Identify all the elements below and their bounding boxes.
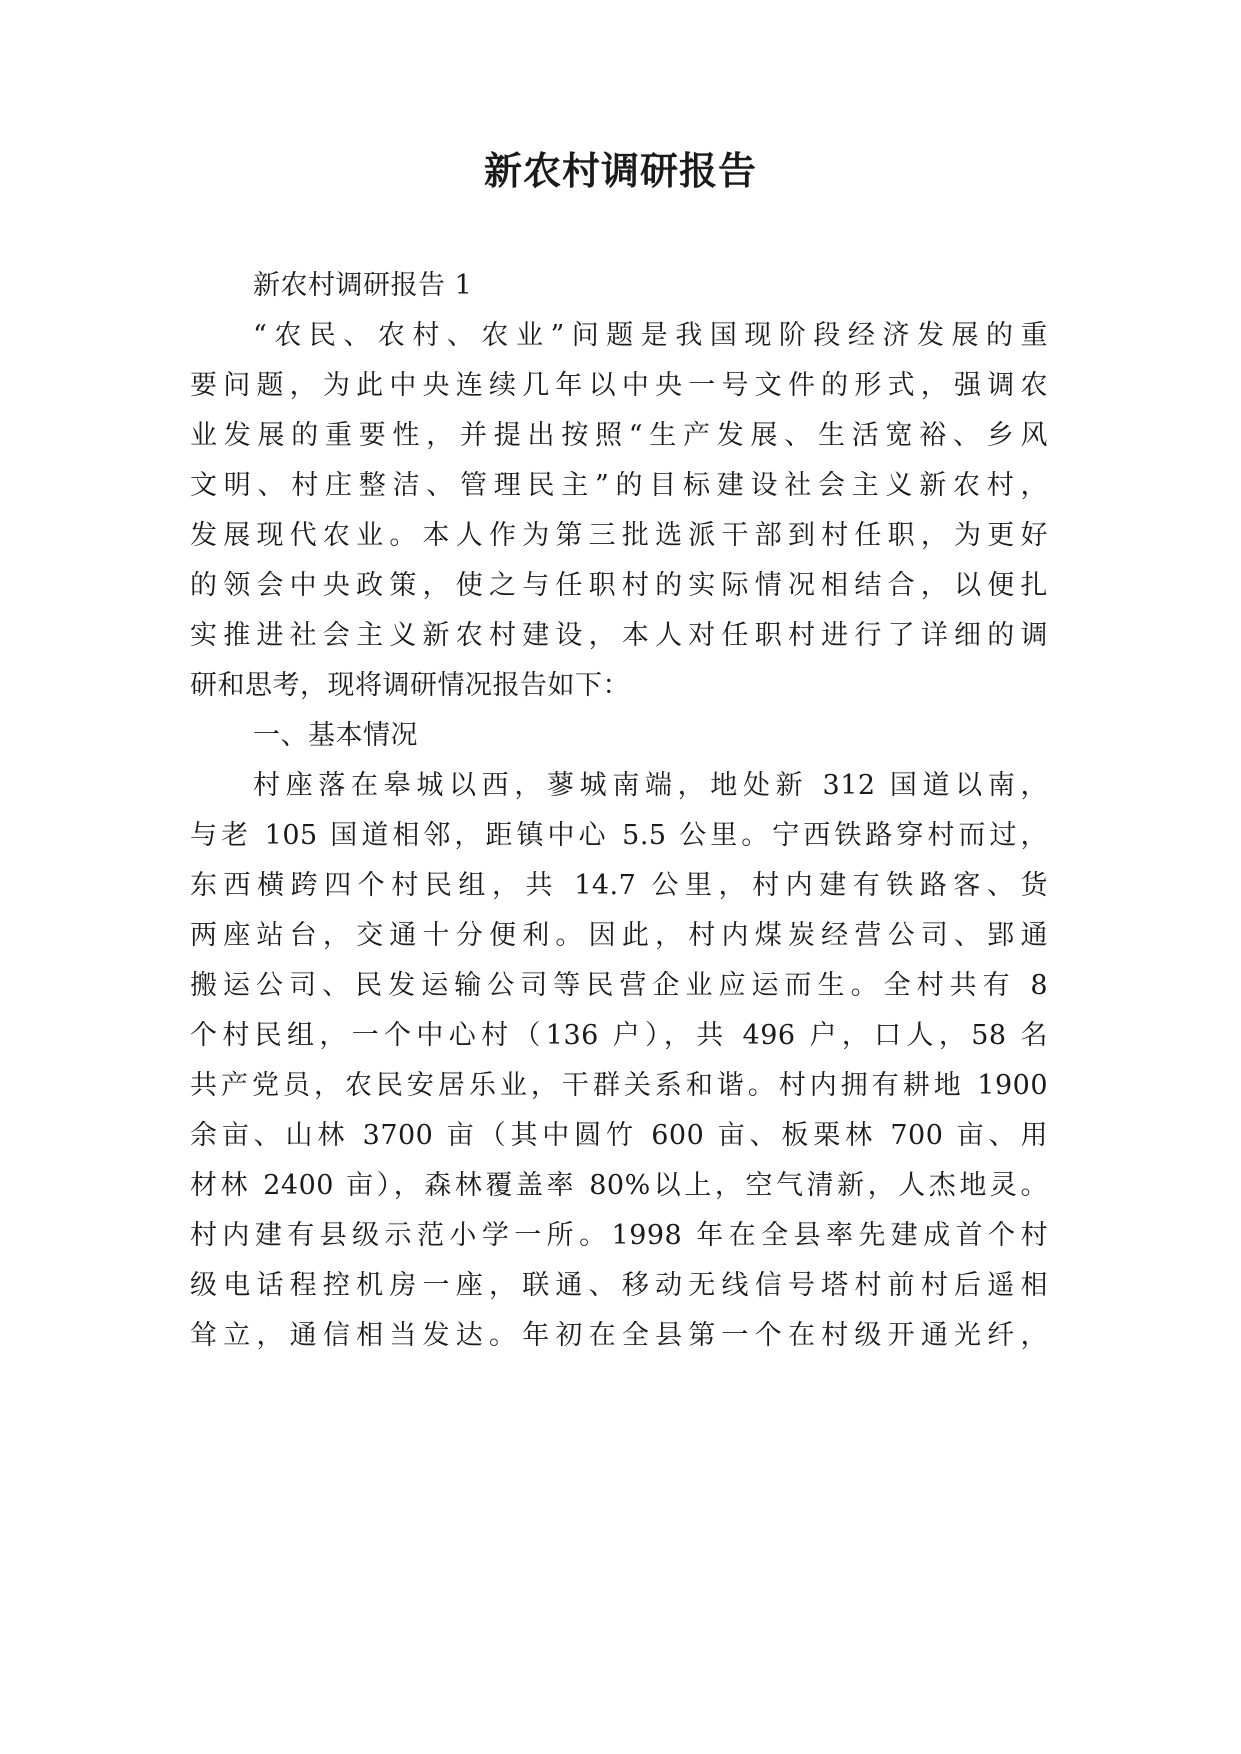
basic-line: 级电话程控机房一座，联通、移动无线信号塔村前村后遥相 xyxy=(190,1270,1048,1301)
basic-line: 东西横跨四个村民组，共 14.7 公里，村内建有铁路客、货 xyxy=(190,870,1048,901)
document-title: 新农村调研报告 xyxy=(483,148,757,193)
intro-line: 业发展的重要性，并提出按照“生产发展、生活宽裕、乡风 xyxy=(190,420,1048,451)
intro-line: 发展现代农业。本人作为第三批选派干部到村任职，为更好 xyxy=(190,520,1048,551)
basic-line: 村内建有县级示范小学一所。1998 年在全县率先建成首个村 xyxy=(190,1220,1048,1251)
basic-line: 材林 2400 亩），森林覆盖率 80%以上，空气清新，人杰地灵。 xyxy=(190,1170,1048,1201)
subheading: 一、基本情况 xyxy=(253,720,418,751)
intro-line: 文明、村庄整洁、管理民主”的目标建设社会主义新农村， xyxy=(190,470,1048,501)
basic-line: 搬运公司、民发运输公司等民营企业应运而生。全村共有 8 xyxy=(190,970,1048,1001)
intro-line: “农民、农村、农业”问题是我国现阶段经济发展的重 xyxy=(253,320,1048,351)
basic-line: 村座落在皋城以西，蓼城南端，地处新 312 国道以南， xyxy=(253,770,1048,801)
basic-line: 余亩、山林 3700 亩（其中圆竹 600 亩、板栗林 700 亩、用 xyxy=(190,1120,1048,1151)
section-heading: 新农村调研报告 1 xyxy=(253,270,473,301)
basic-line: 与老 105 国道相邻，距镇中心 5.5 公里。宁西铁路穿村而过， xyxy=(190,820,1048,851)
basic-line: 个村民组，一个中心村（136 户），共 496 户，口人，58 名 xyxy=(190,1020,1048,1051)
basic-line: 两座站台，交通十分便利。因此，村内煤炭经营公司、郢通 xyxy=(190,920,1048,951)
basic-line: 共产党员，农民安居乐业，干群关系和谐。村内拥有耕地 1900 xyxy=(190,1070,1048,1101)
intro-line: 实推进社会主义新农村建设，本人对任职村进行了详细的调 xyxy=(190,620,1048,651)
intro-line: 要问题，为此中央连续几年以中央一号文件的形式，强调农 xyxy=(190,370,1048,401)
intro-line: 的领会中央政策，使之与任职村的实际情况相结合，以便扎 xyxy=(190,570,1048,601)
basic-line: 耸立，通信相当发达。年初在全县第一个在村级开通光纤， xyxy=(190,1320,1048,1351)
intro-line: 研和思考，现将调研情况报告如下： xyxy=(190,670,630,701)
